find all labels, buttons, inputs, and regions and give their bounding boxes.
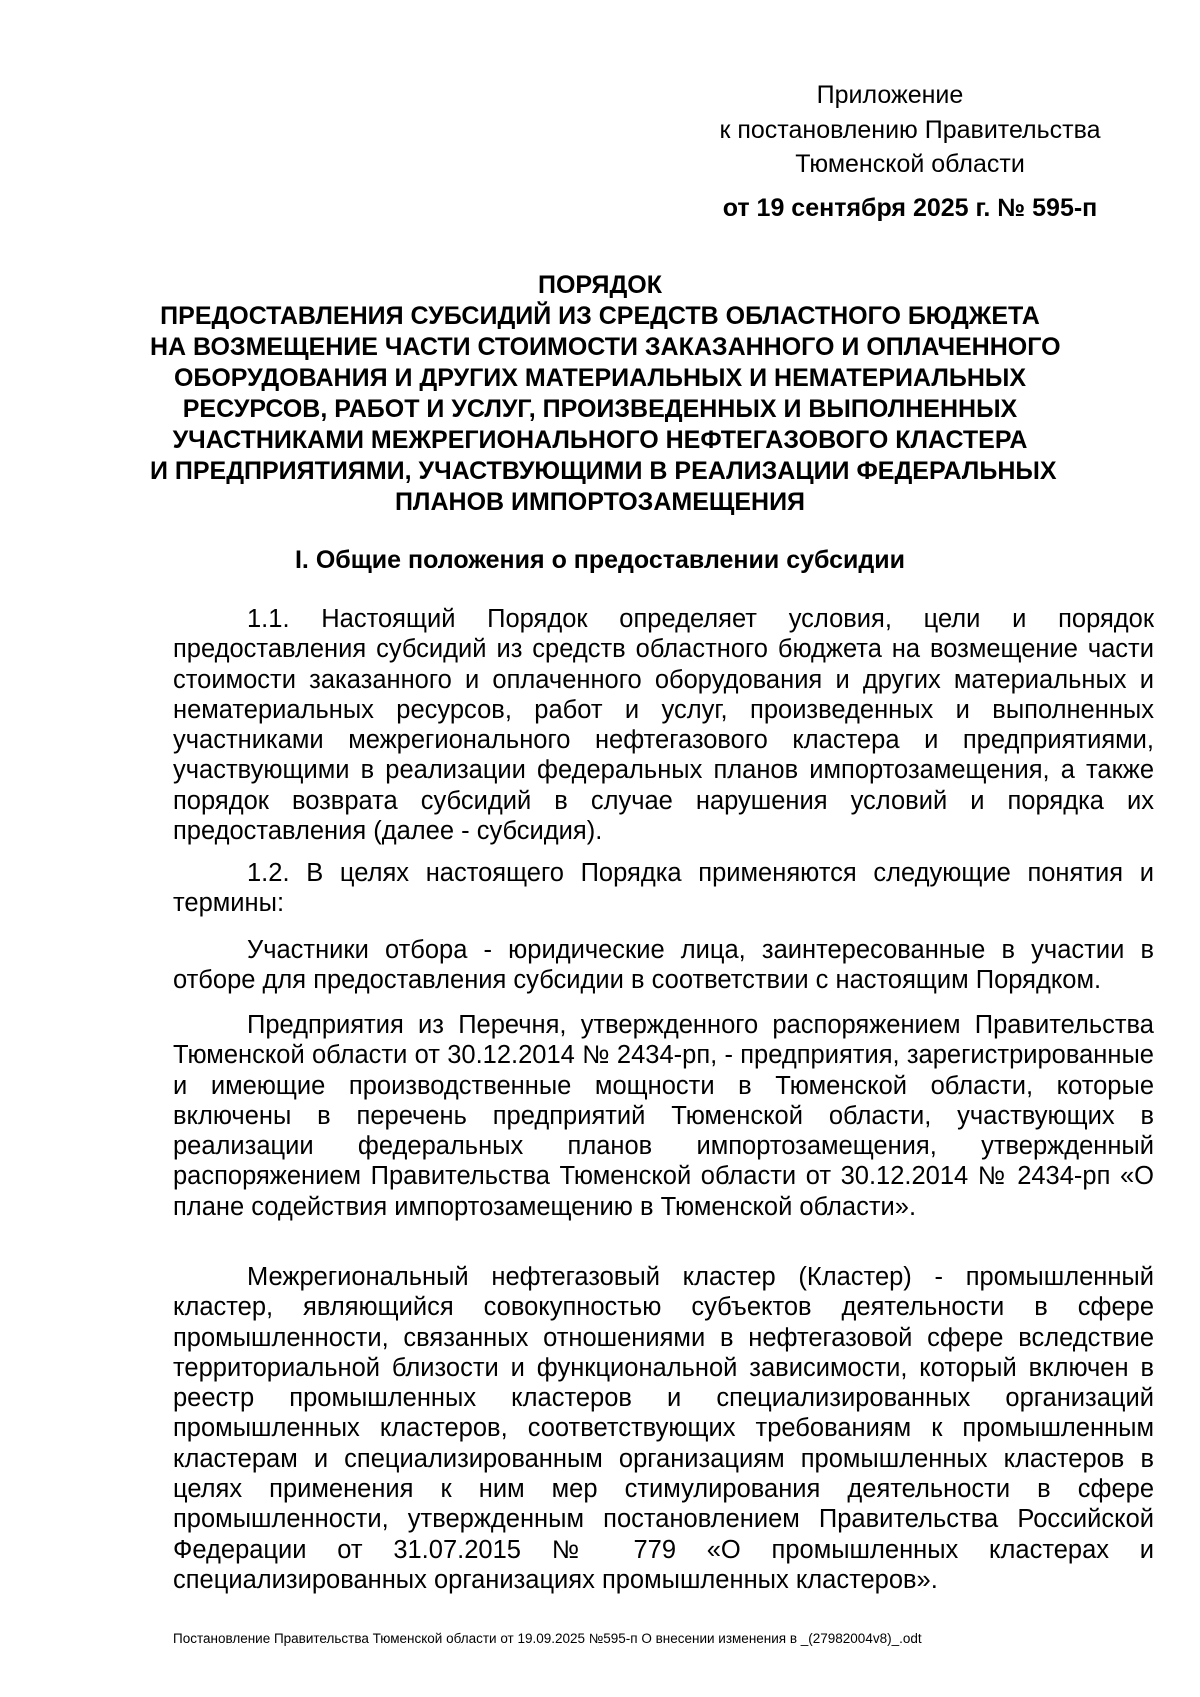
paragraph-text: Предприятия из Перечня, утвержденного распоряжением Правительства Тюменской области от 30.12.2014 № 2434-рп, - предприятия, зарегистрированные и имеющие производственные мощности в Тюменской области, которые включены в перечень предприятий Тюменской области, участвующих в реализации федеральных планов импортозамещения, утвержденный распоряжением Правительства Тюменской области от 30.12.2014 № 2434-рп «О плане содействия импортозамещению в Тюменской области».	[173, 1011, 1154, 1221]
paragraph-1-1	[173, 604, 1154, 846]
paragraph-text: Участники отбора - юридические лица, заинтересованные в участии в отборе для предоставления субсидии в соответствии с настоящим Порядком.	[173, 936, 1154, 995]
paragraph-text: 1.2. В целях настоящего Порядка применяются следующие понятия и термины:	[173, 859, 1154, 918]
appendix-date: от 19 сентября 2025 г. № 595-п	[722, 194, 1098, 222]
title-line: ПРЕДОСТАВЛЕНИЯ СУБСИДИЙ ИЗ СРЕДСТВ ОБЛАСТНОГО БЮДЖЕТА	[160, 302, 1040, 330]
title-line: ПОРЯДОК	[538, 271, 662, 299]
paragraph-text: 1.1. Настоящий Порядок определяет условия, цели и порядок предоставления субсидий из средств областного бюджета на возмещение части стоимости заказанного и оплаченного оборудования и других материальных и нематериальных ресурсов, работ и услуг, произведенных и выполненных участниками межрегионального нефтегазового кластера и предприятиями, участвующими в реализации федеральных планов импортозамещения, а также порядок возврата субсидий в случае нарушения условий и порядка их предоставления (далее - субсидия).	[173, 605, 1154, 846]
appendix-region: Тюменской области	[795, 150, 1025, 178]
title-line: И ПРЕДПРИЯТИЯМИ, УЧАСТВУЮЩИМИ В РЕАЛИЗАЦИИ ФЕДЕРАЛЬНЫХ	[150, 457, 1057, 485]
appendix-label: Приложение	[816, 81, 964, 109]
title-line: ПЛАНОВ ИМПОРТОЗАМЕЩЕНИЯ	[394, 488, 806, 516]
paragraph-1-2	[173, 858, 1154, 919]
section-heading: I. Общие положения о предоставлении субсидии	[294, 546, 905, 574]
definition-participants	[173, 935, 1154, 996]
document-footer: Постановление Правительства Тюменской области от 19.09.2025 №595-п О внесении изменения в _(27982004v8)_.odt	[173, 1631, 922, 1646]
document-title	[150, 270, 1061, 518]
definition-cluster	[173, 1262, 1154, 1595]
paragraph-text: Межрегиональный нефтегазовый кластер (Кластер) - промышленный кластер, являющийся совокупностью субъектов деятельности в сфере промышленности, связанных отношениями в нефтегазовой сфере вследствие территориальной близости и функциональной зависимости, который включен в реестр промышленных кластеров и специализированных организаций промышленных кластеров, соответствующих требованиям к промышленным кластерам и специализированным организациям промышленных кластеров в целях применения к ним мер стимулирования деятельности в сфере промышленности, утвержденным постановлением Правительства Российской Федерации от 31.07.2015 № 779 «О промышленных кластерах и специализированных организациях промышленных кластеров».	[173, 1263, 1154, 1594]
appendix-reference: к постановлению Правительства	[719, 116, 1101, 144]
title-line: РЕСУРСОВ, РАБОТ И УСЛУГ, ПРОИЗВЕДЕННЫХ И ВЫПОЛНЕННЫХ	[182, 395, 1018, 423]
title-line: НА ВОЗМЕЩЕНИЕ ЧАСТИ СТОИМОСТИ ЗАКАЗАННОГО И ОПЛАЧЕННОГО	[150, 333, 1061, 361]
definition-enterprises	[173, 1010, 1154, 1222]
title-line: УЧАСТНИКАМИ МЕЖРЕГИОНАЛЬНОГО НЕФТЕГАЗОВОГО КЛАСТЕРА	[172, 426, 1028, 454]
title-line: ОБОРУДОВАНИЯ И ДРУГИХ МАТЕРИАЛЬНЫХ И НЕМАТЕРИАЛЬНЫХ	[173, 364, 1027, 392]
